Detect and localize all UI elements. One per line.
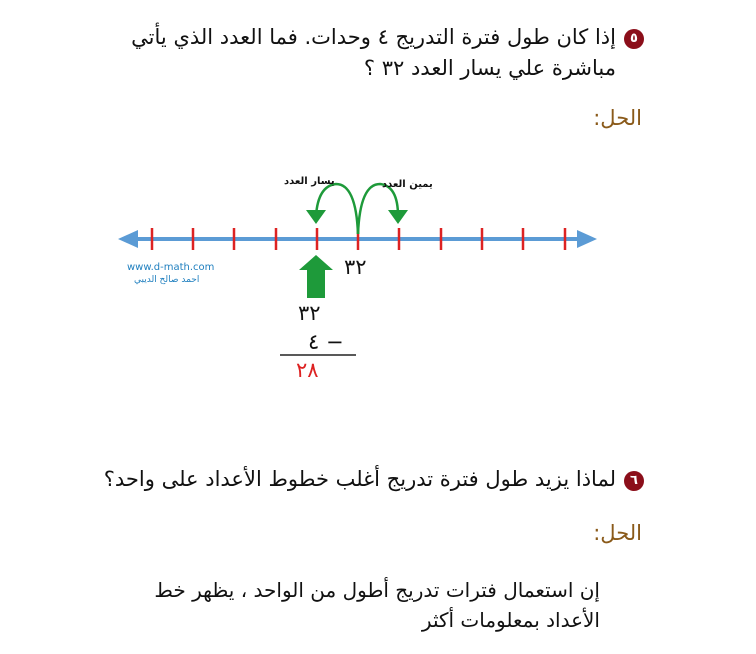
answer-6-line-2: الأعداد بمعلومات أكثر <box>421 608 600 632</box>
question-number-badge: ٦ <box>624 471 644 491</box>
question-number-badge: ٥ <box>624 29 644 49</box>
right-jump-arrow <box>358 184 398 234</box>
watermark-author: احمد صالح الديبي <box>134 275 200 285</box>
question-5-line-1: ٥إذا كان طول فترة التدريج ٤ وحدات. فما العدد الذي يأتي <box>4 22 644 53</box>
axis-right-arrowhead <box>577 230 597 248</box>
answer-6 <box>40 575 600 635</box>
right-of-number-label: يمين العدد <box>382 179 433 190</box>
subtrahend: ٤ − <box>308 330 344 354</box>
left-of-number-label: يسار العدد <box>284 176 335 187</box>
marked-number: ٣٢ <box>344 255 367 279</box>
solution-label-1: الحل: <box>593 106 642 130</box>
question-5 <box>4 22 644 84</box>
number-line-figure <box>0 160 756 460</box>
question-5-line-2: مباشرة علي يسار العدد ٣٢ ؟ <box>363 56 616 80</box>
left-jump-arrowhead <box>306 210 326 224</box>
left-jump-arrow <box>316 184 358 234</box>
solution-label-2: الحل: <box>593 521 642 545</box>
subtraction-result: ٢٨ <box>296 358 319 382</box>
minuend: ٣٢ <box>298 301 321 325</box>
answer-6-line-1: إن استعمال فترات تدريج أطول من الواحد ، يظهر خط <box>154 578 600 602</box>
right-jump-arrowhead <box>388 210 408 224</box>
axis-left-arrowhead <box>118 230 138 248</box>
watermark-url: www.d-math.com <box>127 262 215 273</box>
question-6: ٦لماذا يزيد طول فترة تدريج أغلب خطوط الأعداد على واحد؟ <box>4 464 644 495</box>
